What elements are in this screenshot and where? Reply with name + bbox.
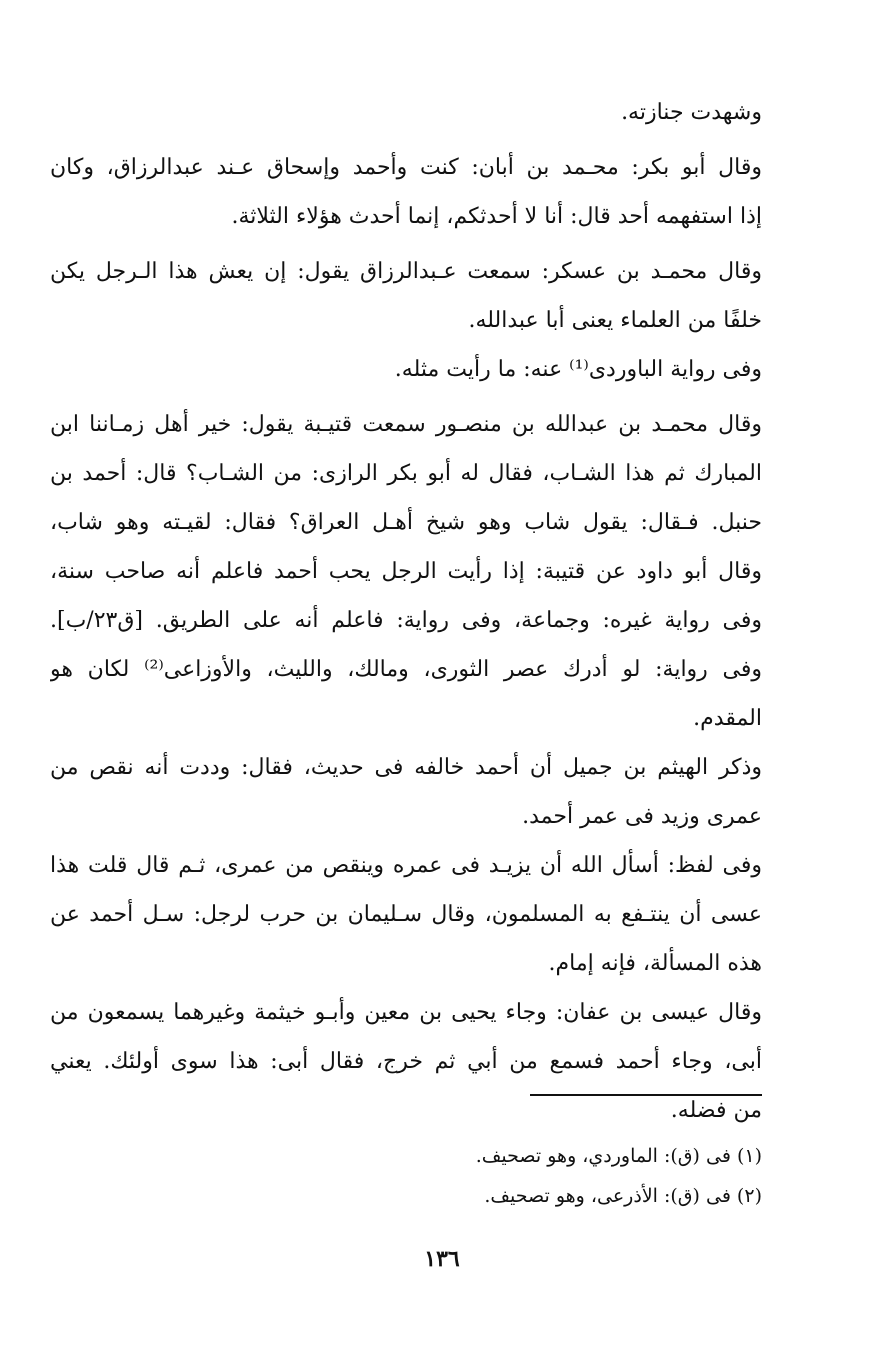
paragraph: [50, 345, 762, 394]
text-line: وقال محمـد بن عسكر: سمعت عـبدالرزاق يقول: إن يعش هذا الـرجل يكن: [50, 259, 762, 284]
text-line: وقال عيسى بن عفان: وجاء يحيى بن معين وأبـو خيثمة وغيرهما يسمعون من: [50, 1000, 762, 1025]
text-line: وفى رواية الباوردى⁽¹⁾ عنه: ما رأيت مثله.: [394, 357, 762, 382]
footnote: (٢) فى (ق): الأذرعى، وهو تصحيف.: [484, 1185, 762, 1207]
main-text: [50, 88, 762, 1135]
paragraph: [50, 143, 762, 241]
paragraph: [50, 645, 762, 743]
text-line: هذه المسألة، فإنه إمام.: [548, 951, 762, 976]
text-line: إذا استفهمه أحد قال: أنا لا أحدثكم، إنما أحدث هؤلاء الثلاثة.: [231, 204, 762, 229]
text-line: وفى لفظ: أسأل الله أن يزيـد فى عمره وينقص من عمرى، ثـم قال قلت هذا: [50, 853, 762, 878]
text-line: المبارك ثم هذا الشـاب، فقال له أبو بكر الرازى: من الشـاب؟ قال: أحمد بن: [50, 461, 762, 486]
text-line: خلفًا من العلماء يعنى أبا عبدالله.: [468, 308, 762, 333]
paragraph: [50, 400, 762, 645]
text-line: وفى رواية: لو أدرك عصر الثورى، ومالك، والليث، والأوزاعى⁽²⁾ لكان هو: [50, 657, 762, 682]
paragraph: [50, 988, 762, 1135]
text-line: وقال محمـد بن عبدالله بن منصـور سمعت قتيـبة يقول: خير أهل زمـاننا ابن: [50, 412, 762, 437]
footnote: (١) فى (ق): الماوردي، وهو تصحيف.: [475, 1145, 762, 1167]
page-number: ١٣٦: [424, 1246, 460, 1272]
text-line: وشهدت جنازته.: [621, 100, 762, 125]
paragraph: [50, 743, 762, 841]
footnote-separator: [530, 1094, 762, 1096]
text-line: أبى، وجاء أحمد فسمع من أبي ثم خرج، فقال أبى: هذا سوى أولئك. يعني: [50, 1049, 762, 1074]
text-line: عمرى وزيد فى عمر أحمد.: [522, 804, 762, 829]
footnotes: [50, 1136, 762, 1216]
paragraph: [50, 247, 762, 345]
paragraph: [50, 88, 762, 137]
text-line: من فضله.: [670, 1098, 762, 1123]
text-line: وفى رواية غيره: وجماعة، وفى رواية: فاعلم أنه على الطريق. [ق٢٣/ب].: [50, 608, 762, 633]
text-line: عسى أن ينتـفع به المسلمون، وقال سـليمان بن حرب لرجل: سـل أحمد عن: [50, 902, 762, 927]
text-line: وقال أبو داود عن قتيبة: إذا رأيت الرجل يحب أحمد فاعلم أنه صاحب سنة،: [50, 559, 762, 584]
text-line: وذكر الهيثم بن جميل أن أحمد خالفه فى حديث، فقال: وددت أنه نقص من: [50, 755, 762, 780]
text-line: المقدم.: [693, 706, 762, 731]
text-line: وقال أبو بكر: محـمد بن أبان: كنت وأحمد وإسحاق عـند عبدالرزاق، وكان: [50, 155, 762, 180]
text-line: حنبل. فـقال: يقول شاب وهو شيخ أهـل العراق؟ فقال: لقيـته وهو شاب،: [50, 510, 762, 535]
paragraph: [50, 841, 762, 988]
